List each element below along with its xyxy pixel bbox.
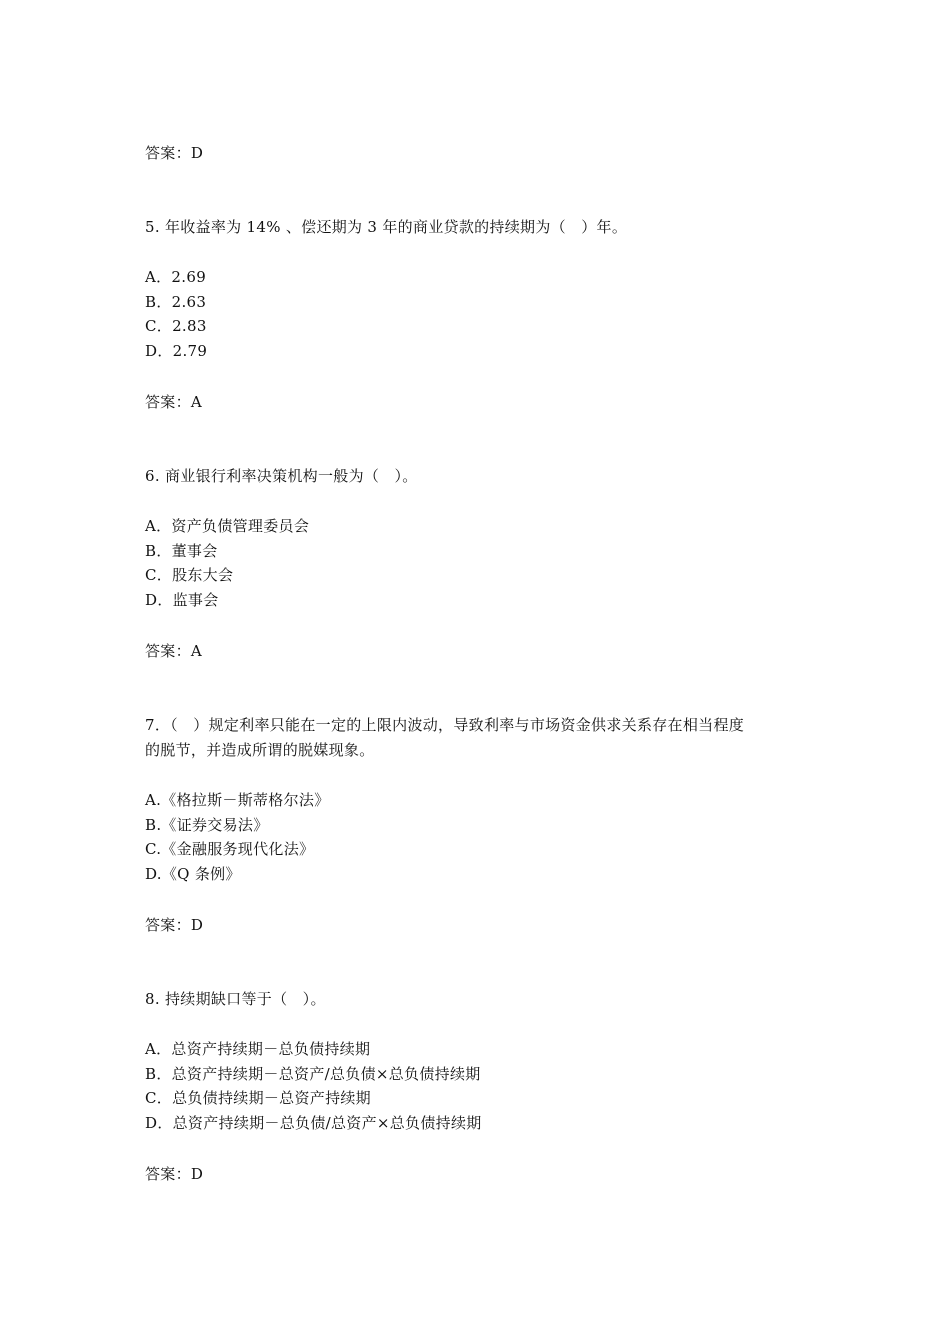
question-5-option-a: A．2.69 — [145, 268, 207, 286]
question-6-stem: 6. 商业银行利率决策机构一般为（ ）。 — [145, 467, 418, 485]
question-6-option-a: A．资产负债管理委员会 — [145, 517, 310, 535]
question-8-answer: 答案：D — [145, 1165, 204, 1183]
question-7-answer: 答案：D — [145, 916, 204, 934]
question-7-stem-line-2: 的脱节，并造成所谓的脱媒现象。 — [145, 741, 375, 759]
question-5-option-b: B．2.63 — [145, 293, 207, 311]
question-8-option-c: C．总负债持续期－总资产持续期 — [145, 1089, 371, 1107]
question-6-option-d: D．监事会 — [145, 591, 219, 609]
question-8-option-d: D．总资产持续期－总负债/总资产×总负债持续期 — [145, 1114, 482, 1132]
question-8-option-a: A．总资产持续期－总负债持续期 — [145, 1040, 371, 1058]
question-7-stem-line-1: 7．（ ）规定利率只能在一定的上限内波动，导致利率与市场资金供求关系存在相当程度 — [145, 716, 745, 734]
question-8-option-b: B．总资产持续期－总资产/总负债×总负债持续期 — [145, 1065, 481, 1083]
question-6-answer: 答案：A — [145, 642, 203, 660]
question-7-option-d: D.《Q 条例》 — [145, 865, 241, 883]
question-5-answer: 答案：A — [145, 393, 203, 411]
question-5-option-c: C．2.83 — [145, 317, 207, 335]
question-6-option-c: C．股东大会 — [145, 566, 234, 584]
question-5-option-d: D．2.79 — [145, 342, 208, 360]
answer-line: 答案：D — [145, 144, 204, 162]
question-7-option-c: C.《金融服务现代化法》 — [145, 840, 315, 858]
question-7-option-b: B.《证券交易法》 — [145, 816, 269, 834]
question-5-stem: 5. 年收益率为 14% 、偿还期为 3 年的商业贷款的持续期为（ ）年。 — [145, 218, 628, 236]
question-7-option-a: A.《格拉斯－斯蒂格尔法》 — [145, 791, 330, 809]
question-6-option-b: B．董事会 — [145, 542, 218, 560]
question-8-stem: 8. 持续期缺口等于（ ）。 — [145, 990, 326, 1008]
